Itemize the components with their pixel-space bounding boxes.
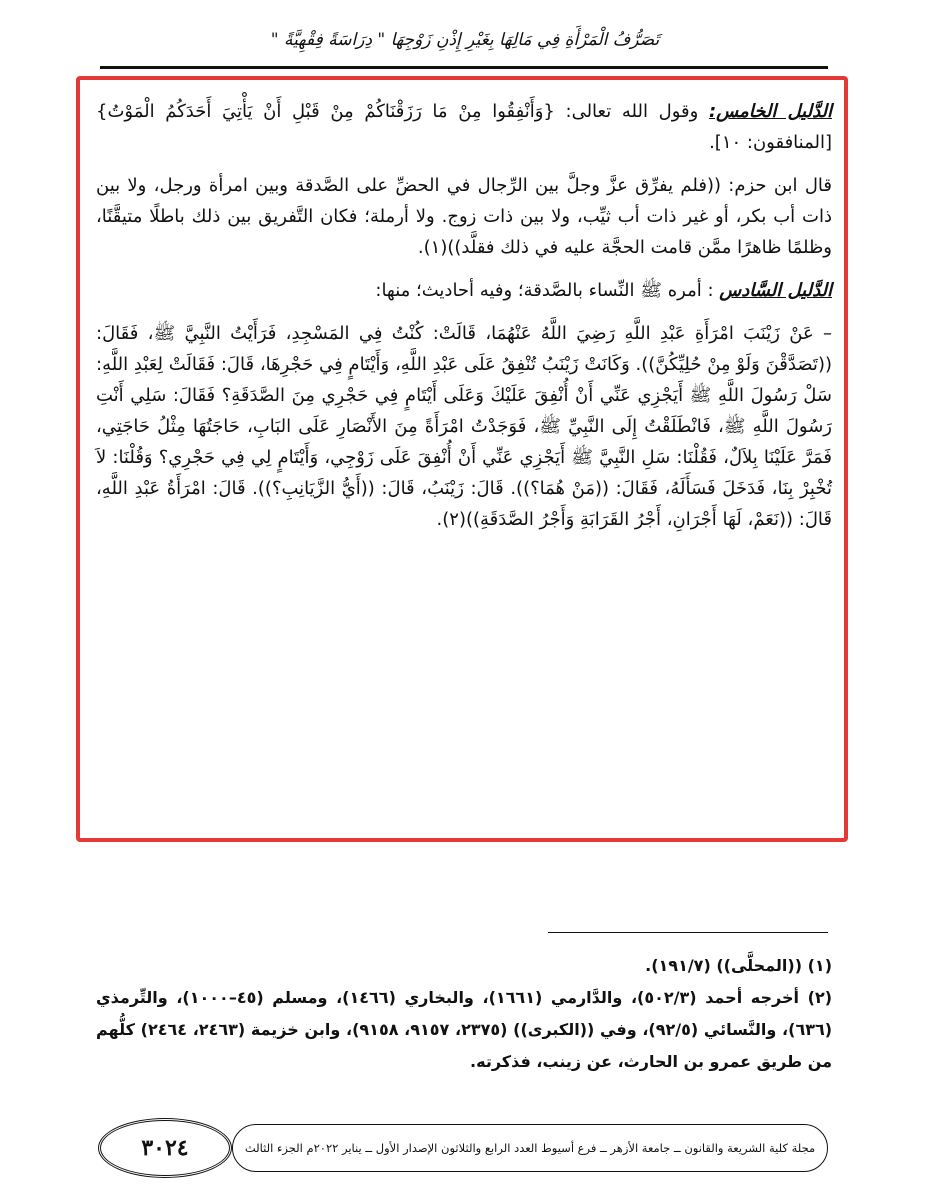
running-header-title: تَصَرُّفُ الْمَرْأَةِ فِي مَالِهَا بِغَيْرِ إِذْنِ زَوْجِهَا " دِرَاسَةً فِقْهِيَّةً " xyxy=(270,30,660,50)
footnote-2: (٢) أخرجه أحمد (٥٠٢/٣)، والدَّارمي (١٦٦١)، والبخاري (١٤٦٦)، ومسلم (٤٥–١٠٠٠)، والتِّرمذي (٦٣٦)، والنَّسائي (٩٢/٥)، وفي ((الكبرى)) (٢٣٧٥، ٩١٥٧، ٩١٥٨)، وابن خزيمة (٢٤٦٣، ٢٤٦٤) كلُّهم من طريق عمرو بن الحارث، عن زينب، فذكرته. xyxy=(96,988,833,1071)
paragraph-evidence-five xyxy=(96,96,832,158)
main-text xyxy=(96,96,832,547)
journal-footer: مجلة كلية الشريعة والقانون ــ جامعة الأزهر ــ فرع أسيوط العدد الرابع والثلاثون الإصدار الأول ــ يناير ٢٠٢٢م الجزء الثالث xyxy=(232,1124,828,1172)
evidence-five-text: وقول الله تعالى: {وَأَنْفِقُوا مِنْ مَا رَزَقْنَاكُمْ مِنْ قَبْلِ أَنْ يَأْتِيَ أَحَدَكُمُ الْمَوْتُ} [المنافقون: ١٠]. xyxy=(96,101,832,153)
paragraph-evidence-six xyxy=(96,275,832,306)
evidence-six-heading: الدَّليل السَّادس xyxy=(719,280,832,301)
footnote-1: (١) ((المحلَّى)) (١٩١/٧). xyxy=(645,956,832,975)
page-number: ٣٠٢٤ xyxy=(98,1118,232,1178)
evidence-six-text: : أمره ﷺ النِّساء بالصَّدقة؛ وفيه أحاديث؛ منها: xyxy=(375,280,720,301)
footnotes xyxy=(96,950,832,1078)
header-divider xyxy=(100,66,828,69)
paragraph-hadith-zaynab: – عَنْ زَيْنَبَ امْرَأَةِ عَبْدِ اللَّهِ رَضِيَ اللَّهُ عَنْهُمَا، قَالَتْ: كُنْتُ فِي المَسْجِدِ، فَرَأَيْتُ النَّبِيَّ ﷺ، فَقَالَ: ((تَصَدَّقْنَ وَلَوْ مِنْ حُلِيِّكُنَّ)). وَكَانَتْ زَيْنَبُ تُنْفِقُ عَلَى عَبْدِ اللَّهِ، وَأَيْتَامٍ فِي حَجْرِهَا، قَالَ: فَقَالَتْ لِعَبْدِ اللَّهِ: سَلْ رَسُولَ اللَّهِ ﷺ أَيَجْزِي عَنِّي أَنْ أُنْفِقَ عَلَيْكَ وَعَلَى أَيْتَامٍ فِي حَجْرِي مِنَ الصَّدَقَةِ؟ فَقَالَ: سَلِي أَنْتِ رَسُولَ اللَّهِ ﷺ، فَانْطَلَقْتُ إِلَى النَّبِيِّ ﷺ، فَوَجَدْتُ امْرَأَةً مِنَ الأَنْصَارِ عَلَى البَابِ، حَاجَتُهَا مِثْلُ حَاجَتِي، فَمَرَّ عَلَيْنَا بِلاَلٌ، فَقُلْنَا: سَلِ النَّبِيَّ ﷺ أَيَجْزِي عَنِّي أَنْ أُنْفِقَ عَلَى زَوْجِي، وَأَيْتَامٍ لِي فِي حَجْرِي؟ وَقُلْنَا: لاَ تُخْبِرْ بِنَا، فَدَخَلَ فَسَأَلَهُ، فَقَالَ: ((مَنْ هُمَا؟)). قَالَ: زَيْنَبُ، قَالَ: ((أَيُّ الزَّيَانِبِ؟)). قَالَ: امْرَأَةُ عَبْدِ اللَّهِ، قَالَ: ((نَعَمْ، لَهَا أَجْرَانِ، أَجْرُ القَرَابَةِ وَأَجْرُ الصَّدَقَةِ))(٢). xyxy=(96,323,832,530)
footnote-divider xyxy=(548,932,828,933)
evidence-five-heading: الدَّليل الخامس: xyxy=(708,101,833,122)
paragraph-ibn-hazm: قال ابن حزم: ((فلم يفرِّق عزَّ وجلَّ بين الرِّجال في الحضِّ على الصَّدقة وبين امرأة ورجل، ولا بين ذات أب بكر، أو غير ذات أب ثيِّب، ولا بين ذات زوج. ولا أرملة؛ فكان التَّفريق بين ذلك باطلًا متيقَّنًا، وظلمًا ظاهرًا ممَّن قامت الحجَّة عليه في ذلك فقلَّد))(١). xyxy=(96,175,832,258)
